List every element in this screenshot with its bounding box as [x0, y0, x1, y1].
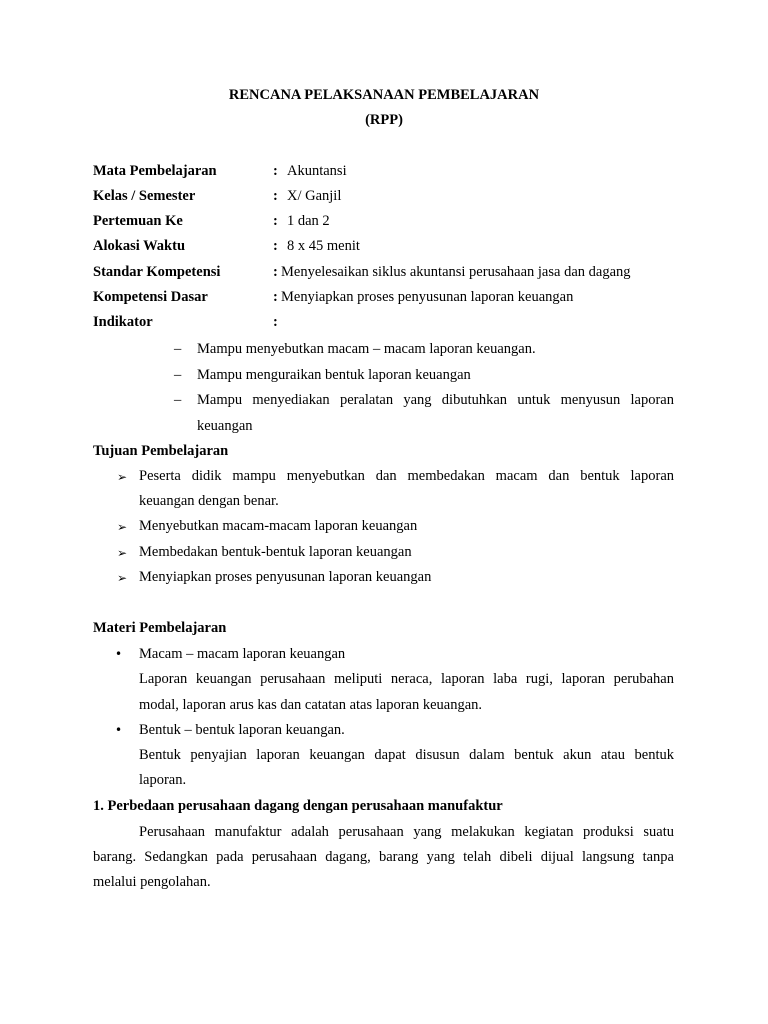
info-label: Kelas / Semester: [93, 188, 196, 204]
info-separator: :: [273, 188, 278, 204]
info-label: Standar Kompetensi: [93, 264, 221, 280]
materi-item-description: Bentuk penyajian laporan keuangan dapat disusun dalam bentuk akun atau bentuk: [139, 747, 674, 763]
bullet-icon: •: [115, 723, 123, 737]
info-value: Akuntansi: [287, 163, 347, 179]
arrow-bullet-icon: ➢: [117, 571, 128, 585]
paragraph-line: melalui pengolahan.: [93, 874, 211, 890]
arrow-bullet-icon: ➢: [117, 470, 128, 484]
dash-marker: –: [174, 392, 182, 408]
tujuan-item: Membedakan bentuk-bentuk laporan keuangan: [139, 544, 412, 560]
info-value: X/ Ganjil: [287, 188, 342, 204]
info-value: Menyiapkan proses penyusunan laporan keuangan: [281, 289, 574, 305]
document-title: RENCANA PELAKSANAAN PEMBELAJARAN: [228, 87, 540, 103]
info-separator: :: [273, 289, 278, 305]
arrow-bullet-icon: ➢: [117, 520, 128, 534]
indikator-item: Mampu menyebutkan macam – macam laporan keuangan.: [197, 341, 536, 357]
materi-item-description-continuation: laporan.: [139, 772, 187, 788]
paragraph-line: barang. Sedangkan pada perusahaan dagang, barang yang telah dibeli dijual langsung tanpa: [93, 849, 674, 865]
materi-item-description: Laporan keuangan perusahaan meliputi neraca, laporan laba rugi, laporan perubahan: [139, 671, 674, 687]
tujuan-item: Peserta didik mampu menyebutkan dan membedakan macam dan bentuk laporan: [139, 468, 674, 484]
tujuan-item: Menyiapkan proses penyusunan laporan keuangan: [139, 569, 432, 585]
materi-item-title: Macam – macam laporan keuangan: [139, 646, 346, 662]
tujuan-item: Menyebutkan macam-macam laporan keuangan: [139, 518, 418, 534]
section-heading-tujuan: Tujuan Pembelajaran: [93, 443, 229, 459]
arrow-bullet-icon: ➢: [117, 546, 128, 560]
indikator-item: Mampu menguraikan bentuk laporan keuangan: [197, 367, 471, 383]
info-value: 1 dan 2: [287, 213, 330, 229]
bullet-icon: •: [115, 647, 123, 661]
info-label: Alokasi Waktu: [93, 238, 186, 254]
materi-item-description-continuation: modal, laporan arus kas dan catatan atas laporan keuangan.: [139, 697, 483, 713]
document-subtitle: (RPP): [365, 112, 403, 128]
dash-marker: –: [174, 367, 182, 383]
section-heading-materi: Materi Pembelajaran: [93, 620, 227, 636]
section-heading-perbedaan: 1. Perbedaan perusahaan dagang dengan perusahaan manufaktur: [93, 798, 503, 814]
indikator-item: Mampu menyediakan peralatan yang dibutuhkan untuk menyusun laporan: [197, 392, 674, 408]
info-separator: :: [273, 213, 278, 229]
info-value: Menyelesaikan siklus akuntansi perusahaan jasa dan dagang: [281, 264, 631, 280]
info-separator: :: [273, 163, 278, 179]
info-value: 8 x 45 menit: [287, 238, 360, 254]
info-separator: :: [273, 314, 278, 330]
info-label: Mata Pembelajaran: [93, 163, 217, 179]
info-separator: :: [273, 238, 278, 254]
tujuan-item-continuation: keuangan dengan benar.: [139, 493, 279, 509]
materi-item-title: Bentuk – bentuk laporan keuangan.: [139, 722, 345, 738]
info-label: Kompetensi Dasar: [93, 289, 208, 305]
paragraph-line: Perusahaan manufaktur adalah perusahaan yang melakukan kegiatan produksi suatu: [139, 824, 674, 840]
info-separator: :: [273, 264, 278, 280]
indikator-item-continuation: keuangan: [197, 418, 253, 434]
info-label: Indikator: [93, 314, 153, 330]
dash-marker: –: [174, 341, 182, 357]
info-label: Pertemuan Ke: [93, 213, 183, 229]
